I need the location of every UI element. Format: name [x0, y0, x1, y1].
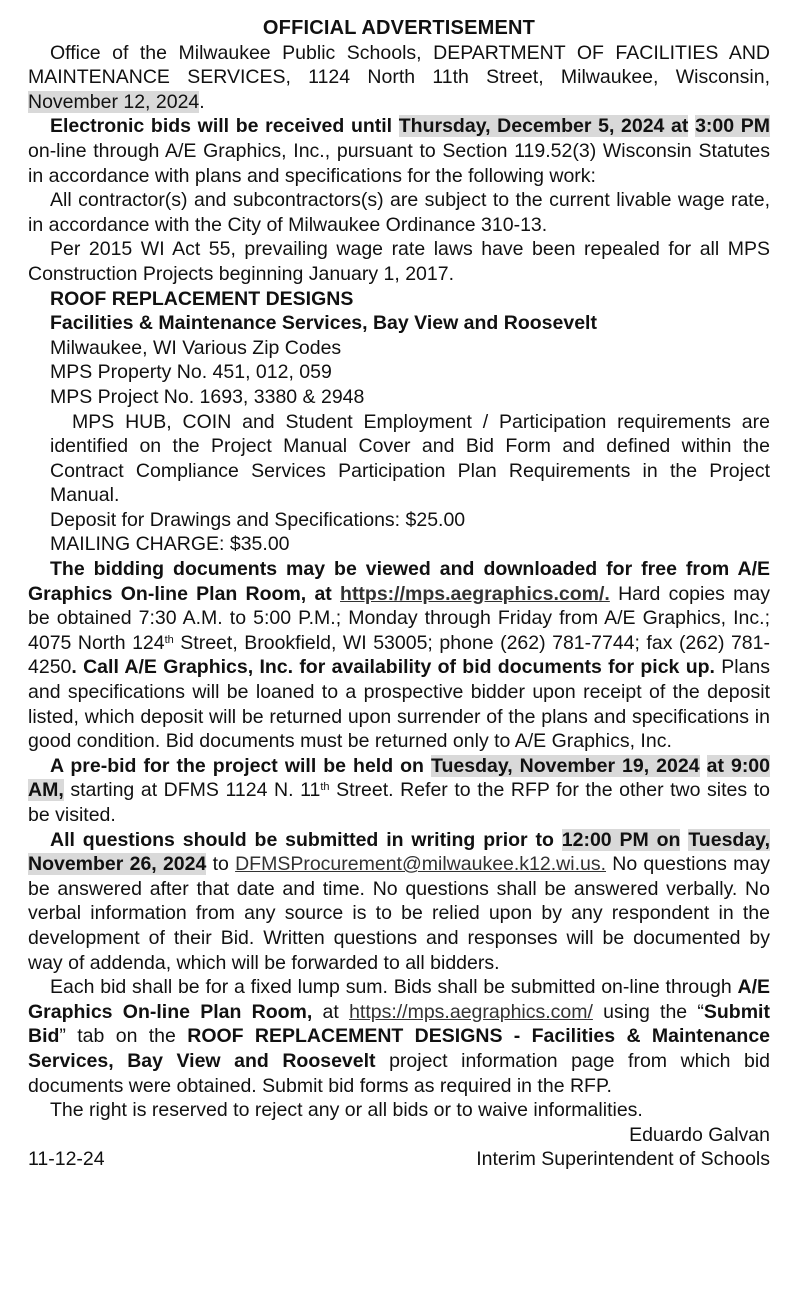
signature-title: Interim Superintendent of Schools: [476, 1148, 770, 1171]
procurement-email-link[interactable]: DFMSProcurement@milwaukee.k12.wi.us.: [235, 853, 607, 876]
bids-lead: Electronic bids will be received until: [50, 115, 399, 138]
intro-text: Office of the Milwaukee Public Schools, DEPARTMENT OF FACILITIES AND MAINTENANCE SERVICES, 1124 North 11th Street, Milwaukee, Wisconsin,: [28, 41, 770, 89]
submit-url-link[interactable]: https://mps.aegraphics.com/: [349, 1000, 593, 1023]
property-number: MPS Property No. 451, 012, 059: [50, 361, 332, 384]
requirements-paragraph: MPS HUB, COIN and Student Employment / Participation requirements are identified on the Project Manual Cover and Bid Form and defined within the Contract Compliance Services Participation Plan Requirements in the Project Manual.: [50, 410, 770, 507]
submit-bid-tab: Submit Bid: [28, 1000, 770, 1048]
documents-lead: The bidding documents may be viewed and downloaded for free from A/E Graphics On-line Plan Room, at: [28, 558, 770, 605]
wage-rate-paragraph: All contractor(s) and subcontractors(s) are subject to the current livable wage rate, in accordance with the City of Milwaukee Ordinance 310-13.: [28, 189, 770, 236]
lump-sum-paragraph: Each bid shall be for a fixed lump sum. Bids shall be submitted on-line through A/E Graphics On-line Plan Room, at https://mps.aegraphics.com/ using the “Submit Bid” tab on the ROOF REPLACEMENT DESIGNS - Facilities & Maintenance Services, Bay View and Roosevelt project information page from which bid documents were obtained. Submit bid forms as required in the RFP.: [28, 976, 771, 1097]
prevailing-wage-paragraph: Per 2015 WI Act 55, prevailing wage rate laws have been repealed for all MPS Construction Projects beginning January 1, 2017.: [28, 238, 770, 285]
project-scope: Facilities & Maintenance Services, Bay View and Roosevelt: [50, 312, 597, 335]
intro-paragraph: [28, 41, 770, 115]
questions-paragraph: All questions should be submitted in writing prior to 12:00 PM on Tuesday, November 26, 2024 to DFMSProcurement@milwaukee.k12.wi.us. No questions may be answered after that date and time. No questions shall be answered verbally. No verbal information from any source is to be relied upon by any respondent in the development of their Bid. Written questions and responses will be documented by way of addenda, which will be forwarded to all bidders.: [28, 828, 770, 974]
bids-deadline-time: 3:00 PM: [695, 115, 770, 138]
intro-end: .: [199, 90, 205, 113]
prebid-time: at 9:00 AM,: [28, 754, 771, 802]
prebid-paragraph: A pre-bid for the project will be held on Tuesday, November 19, 2024 at 9:00 AM, starting at DFMS 1124 N. 11th Street. Refer to the RFP for the other two sites to be visited.: [28, 754, 771, 826]
bids-deadline-date: Thursday, December 5, 2024 at: [398, 115, 689, 138]
prebid-date: Tuesday, November 19, 2024: [431, 754, 700, 777]
bids-rest: on-line through A/E Graphics, Inc., pursuant to Section 119.52(3) Wisconsin Statutes in accordance with plans and specifications for the following work:: [28, 139, 770, 187]
project-location: Milwaukee, WI Various Zip Codes: [50, 336, 342, 359]
bids-paragraph: [28, 114, 770, 188]
signature-name: Eduardo Galvan: [629, 1123, 770, 1146]
plan-room-link[interactable]: https://mps.aegraphics.com/.: [340, 582, 610, 605]
project-number: MPS Project No. 1693, 3380 & 2948: [50, 385, 365, 408]
intro-date: November 12, 2024: [28, 90, 200, 113]
deposit-line: Deposit for Drawings and Specifications: $25.00: [50, 508, 466, 531]
page-title: OFFICIAL ADVERTISEMENT: [262, 17, 536, 39]
footer: [28, 1147, 770, 1172]
reserve-paragraph: The right is reserved to reject any or all bids or to waive informalities.: [50, 1099, 643, 1122]
questions-time: 12:00 PM on: [561, 828, 681, 851]
mailing-charge-line: MAILING CHARGE: $35.00: [50, 533, 290, 556]
documents-paragraph: The bidding documents may be viewed and downloaded for free from A/E Graphics On-line Plan Room, at https://mps.aegraphics.com/. Hard copies may be obtained 7:30 A.M. to 5:00 P.M.; Monday through Friday from A/E Graphics, Inc.; 4075 North 124th Street, Brookfield, WI 53005; phone (262) 781-7744; fax (262) 781-4250. Call A/E Graphics, Inc. for availability of bid documents for pick up. Plans and specifications will be loaned to a prospective bidder upon receipt of the deposit listed, which deposit will be returned upon surrender of the plans and specifications in good condition. Bid documents must be returned only to A/E Graphics, Inc.: [28, 558, 771, 753]
footer-date: 11-12-24: [28, 1148, 105, 1171]
questions-date: Tuesday, November 26, 2024: [28, 828, 770, 876]
project-name: ROOF REPLACEMENT DESIGNS: [50, 287, 354, 310]
call-ae-graphics: . Call A/E Graphics, Inc. for availability of bid documents for pick up.: [71, 656, 715, 679]
